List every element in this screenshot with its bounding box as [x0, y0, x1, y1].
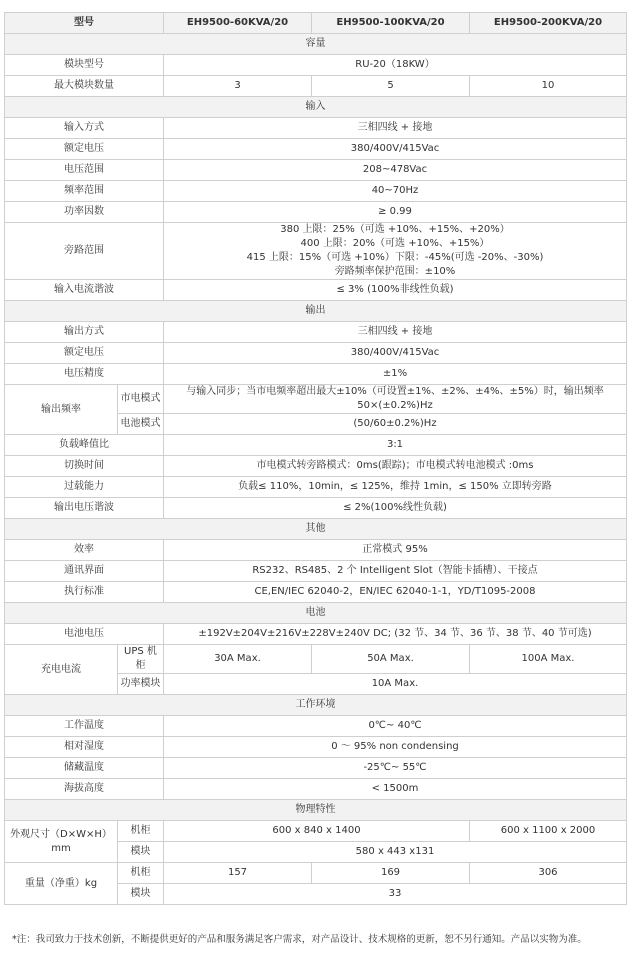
- row-value: 5: [312, 76, 470, 97]
- row-value: 3:1: [164, 435, 627, 456]
- row-value: 三相四线 + 接地: [164, 322, 627, 343]
- row-value: ±192V±204V±216V±228V±240V DC; (32 节、34 节、36 节、38 节、40 节可选): [164, 624, 627, 645]
- table-row: [5, 160, 627, 181]
- table-row: [5, 456, 627, 477]
- footnote: *注：我司致力于技术创新，不断提供更好的产品和服务满足客户需求，对产品设计、技术规格的更新，恕不另行通知。产品以实物为准。: [12, 934, 587, 945]
- table-row: [5, 223, 627, 280]
- row-value: CE,EN/IEC 62040-2，EN/IEC 62040-1-1，YD/T1095-2008: [164, 582, 627, 603]
- row-label: 海拔高度: [5, 779, 164, 800]
- row-label: 额定电压: [5, 343, 164, 364]
- row-label: 模块型号: [5, 55, 164, 76]
- row-value: 169: [312, 863, 470, 884]
- row-value: ±1%: [164, 364, 627, 385]
- table-row: [5, 435, 627, 456]
- model-200kva: EH9500-200KVA/20: [470, 13, 627, 34]
- row-value: 50A Max.: [312, 645, 470, 674]
- row-label: 切换时间: [5, 456, 164, 477]
- model-100kva: EH9500-100KVA/20: [312, 13, 470, 34]
- table-row: [5, 582, 627, 603]
- row-value: 580 x 443 x131: [164, 842, 627, 863]
- section-output: 输出: [5, 301, 627, 322]
- bypass-line: 380 上限：25%（可选 +10%、+15%、+20%）: [280, 224, 510, 235]
- section-input: 输入: [5, 97, 627, 118]
- sub-label: 模块: [118, 842, 164, 863]
- table-row: [5, 181, 627, 202]
- row-value: -25℃~ 55℃: [164, 758, 627, 779]
- row-value: 正常模式 95%: [164, 540, 627, 561]
- row-label: 输出方式: [5, 322, 164, 343]
- row-label: 重量（净重）kg: [5, 863, 118, 905]
- row-label: 相对湿度: [5, 737, 164, 758]
- sub-label: 机柜: [118, 863, 164, 884]
- row-value: 380/400V/415Vac: [164, 139, 627, 160]
- table-row: [5, 737, 627, 758]
- row-label: 额定电压: [5, 139, 164, 160]
- section-battery: 电池: [5, 603, 627, 624]
- row-value: 600 x 840 x 1400: [164, 821, 470, 842]
- section-capacity: 容量: [5, 34, 627, 55]
- section-other: 其他: [5, 519, 627, 540]
- row-label: 输出频率: [5, 385, 118, 435]
- row-label: 负载峰值比: [5, 435, 164, 456]
- bypass-line: 400 上限：20%（可选 +10%、+15%）: [300, 238, 490, 249]
- table-row: [5, 477, 627, 498]
- row-label: 旁路范围: [5, 223, 164, 280]
- table-row: [5, 716, 627, 737]
- sub-label: 市电模式: [118, 385, 164, 414]
- table-row: [5, 779, 627, 800]
- row-value: 负载≤ 110%，10min，≤ 125%，维持 1min，≤ 150% 立即转旁路: [164, 477, 627, 498]
- table-row: [5, 561, 627, 582]
- table-row: [5, 863, 627, 884]
- sub-label: 功率模块: [118, 674, 164, 695]
- row-label: 电池电压: [5, 624, 164, 645]
- row-value: 10A Max.: [164, 674, 627, 695]
- row-label: 输入电流谐波: [5, 280, 164, 301]
- section-physical: 物理特性: [5, 800, 627, 821]
- header-row: [5, 13, 627, 34]
- row-label: 输出电压谐波: [5, 498, 164, 519]
- table-row: [5, 280, 627, 301]
- row-value: 10: [470, 76, 627, 97]
- section-row: [5, 603, 627, 624]
- table-row: [5, 322, 627, 343]
- dimensions-label-line: 外观尺寸（D×W×H）: [10, 828, 112, 840]
- mains-frequency-line: 50×(±0.2%)Hz: [357, 400, 433, 411]
- row-label: 电压精度: [5, 364, 164, 385]
- sub-label: 机柜: [118, 821, 164, 842]
- row-value: 0 ～ 95% non condensing: [164, 737, 627, 758]
- spec-table: [4, 12, 627, 905]
- row-value: 40~70Hz: [164, 181, 627, 202]
- row-label: 过载能力: [5, 477, 164, 498]
- section-row: [5, 519, 627, 540]
- section-row: [5, 695, 627, 716]
- table-row: [5, 118, 627, 139]
- section-row: [5, 301, 627, 322]
- dimensions-label-unit: mm: [51, 842, 71, 854]
- row-value: 3: [164, 76, 312, 97]
- section-row: [5, 800, 627, 821]
- row-label: 输入方式: [5, 118, 164, 139]
- section-row: [5, 34, 627, 55]
- row-value: 30A Max.: [164, 645, 312, 674]
- row-value: 380/400V/415Vac: [164, 343, 627, 364]
- model-60kva: EH9500-60KVA/20: [164, 13, 312, 34]
- row-value: 600 x 1100 x 2000: [470, 821, 627, 842]
- row-value: < 1500m: [164, 779, 627, 800]
- row-value: 306: [470, 863, 627, 884]
- table-row: [5, 624, 627, 645]
- table-row: [5, 645, 627, 674]
- row-value: ≤ 2%(100%线性负载): [164, 498, 627, 519]
- dimensions-label: [5, 821, 118, 863]
- row-label: 最大模块数量: [5, 76, 164, 97]
- row-label: 电压范围: [5, 160, 164, 181]
- header-label: 型号: [5, 13, 164, 34]
- row-value: (50/60±0.2%)Hz: [164, 414, 627, 435]
- row-label: 储藏温度: [5, 758, 164, 779]
- row-label: 工作温度: [5, 716, 164, 737]
- sub-label: 模块: [118, 884, 164, 905]
- row-label: 功率因数: [5, 202, 164, 223]
- table-row: [5, 139, 627, 160]
- table-row: [5, 385, 627, 414]
- row-value: 157: [164, 863, 312, 884]
- sub-label: UPS 机柜: [118, 645, 164, 674]
- section-row: [5, 97, 627, 118]
- row-value: 0℃~ 40℃: [164, 716, 627, 737]
- row-value: RS232、RS485、2 个 Intelligent Slot（智能卡插槽）、干接点: [164, 561, 627, 582]
- table-row: [5, 758, 627, 779]
- row-value: 三相四线 + 接地: [164, 118, 627, 139]
- bypass-line: 旁路频率保护范围：±10%: [334, 266, 456, 277]
- table-row: [5, 498, 627, 519]
- section-environment: 工作环境: [5, 695, 627, 716]
- row-value: RU-20（18KW）: [164, 55, 627, 76]
- table-row: [5, 540, 627, 561]
- row-label: 频率范围: [5, 181, 164, 202]
- row-value: ≤ 3% (100%非线性负载): [164, 280, 627, 301]
- mains-frequency-line: 与输入同步；当市电频率超出最大±10%（可设置±1%、±2%、±4%、±5%）时，输出频率: [186, 386, 604, 397]
- mains-frequency-value: [164, 385, 627, 414]
- table-row: [5, 202, 627, 223]
- row-value: 33: [164, 884, 627, 905]
- sub-label: 电池模式: [118, 414, 164, 435]
- bypass-range-value: [164, 223, 627, 280]
- row-label: 通讯界面: [5, 561, 164, 582]
- table-row: [5, 364, 627, 385]
- table-row: [5, 821, 627, 842]
- table-row: [5, 55, 627, 76]
- row-label: 充电电流: [5, 645, 118, 695]
- row-label: 效率: [5, 540, 164, 561]
- row-value: 208~478Vac: [164, 160, 627, 181]
- row-value: 市电模式转旁路模式：0ms(跟踪)；市电模式转电池模式 :0ms: [164, 456, 627, 477]
- bypass-line: 415 上限：15%（可选 +10%）下限：-45%(可选 -20%、-30%): [246, 252, 544, 263]
- row-value: 100A Max.: [470, 645, 627, 674]
- table-row: [5, 343, 627, 364]
- row-label: 执行标准: [5, 582, 164, 603]
- table-row: [5, 76, 627, 97]
- row-value: ≥ 0.99: [164, 202, 627, 223]
